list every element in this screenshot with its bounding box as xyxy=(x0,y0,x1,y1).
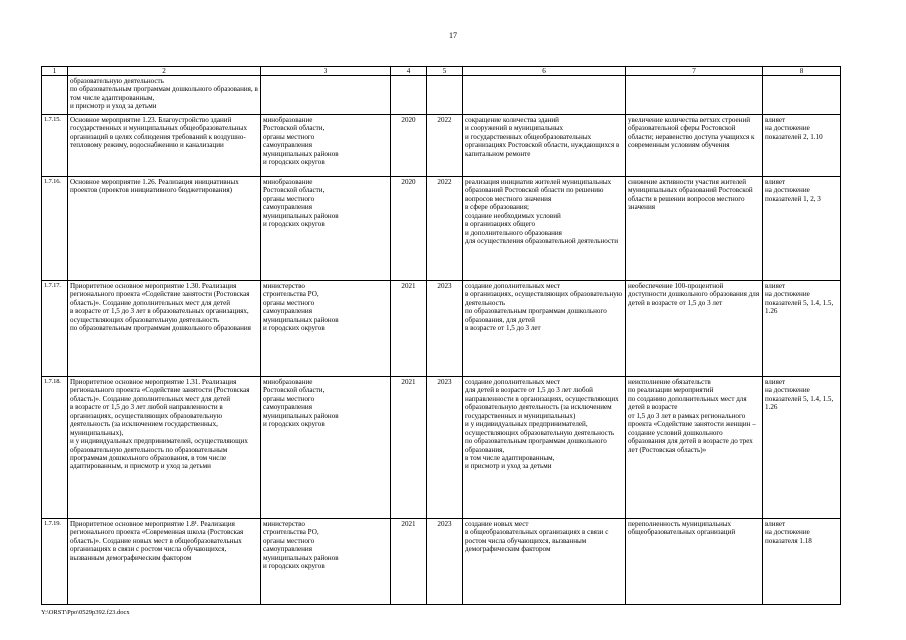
expected-result-cell: создание новых мест в общеобразовательных организациях в связи с ростом числа обучающихся, вызванным демографическим фактором xyxy=(463,519,626,605)
table-row xyxy=(42,115,841,177)
row-number-cell: 1.7.15. xyxy=(42,115,68,177)
executor-cell: минобразование Ростовской области, органы местного самоуправления муниципальных районов и городских округов xyxy=(261,377,391,519)
measure-name-cell: Приоритетное основное мероприятие 1.30. Реализация регионального проекта «Содействие занятости (Ростовская область)». Создание дополнительных мест для детей в возрасте от 1,5 до 3 лет в образовательных организациях, осуществляющих образовательную деятельность по образовательным программам дошкольного образования xyxy=(68,281,261,377)
page-number: 17 xyxy=(449,31,457,40)
row-number-cell: 1.7.16. xyxy=(42,177,68,281)
header-cell: 8 xyxy=(763,67,841,76)
expected-result-cell: реализация инициатив жителей муниципальных образований Ростовской области по решению вопросов местного значения в сфере образования; создание необходимых условий в организациях общего и дополнительного образования для осуществления образовательной деятельности xyxy=(463,177,626,281)
end-year-cell: 2023 xyxy=(427,281,463,377)
start-year-cell: 2020 xyxy=(391,115,427,177)
end-year-cell: 2023 xyxy=(427,519,463,605)
table-row xyxy=(42,76,841,115)
indicators-cell xyxy=(763,76,841,115)
consequences-cell: снижение активности участия жителей муниципальных образований Ростовской области в решении вопросов местного значения xyxy=(626,177,763,281)
expected-result-cell: создание дополнительных мест для детей в возрасте от 1,5 до 3 лет любой направленности в организациях, осуществляющих образовательную деятельность (за исключением государственных и муниципальных) и у индивидуальных предпринимателей, осуществляющих образовательную деятельность по образовательным программам дошкольного образования, в том числе адаптированным, и присмотр и уход за детьми xyxy=(463,377,626,519)
expected-result-cell: сокращение количества зданий и сооружений в муниципальных и государственных общеобразовательных организациях Ростовской области, нуждающихся в капитальном ремонте xyxy=(463,115,626,177)
header-cell: 5 xyxy=(427,67,463,76)
table-header-row xyxy=(42,67,841,76)
header-cell: 1 xyxy=(42,67,68,76)
start-year-cell xyxy=(391,76,427,115)
measure-name-cell: Основное мероприятие 1.26. Реализация инициативных проектов (проектов инициативного бюджетирования) xyxy=(68,177,261,281)
header-cell: 7 xyxy=(626,67,763,76)
start-year-cell: 2021 xyxy=(391,519,427,605)
indicators-cell: влияет на достижение показателей 1, 2, 3 xyxy=(763,177,841,281)
table-row xyxy=(42,519,841,605)
indicators-cell: влияет на достижение показателей 5, 1.4, 1.5, 1.26 xyxy=(763,377,841,519)
executor-cell: министерство строительства РО, органы местного самоуправления муниципальных районов и городских округов xyxy=(261,519,391,605)
measure-name-cell: Приоритетное основное мероприятие 1.31. Реализация регионального проекта «Содействие занятости (Ростовская область)». Создание дополнительных мест для детей в возрасте от 1,5 до 3 лет любой направленности в организациях, осуществляющих образовательную деятельность (за исключением государственных, муниципальных), и у индивидуальных предпринимателей, осуществляющих образовательную деятельность по образовательным программам дошкольного образования, в том числе адаптированным, и присмотр и уход за детьми xyxy=(68,377,261,519)
header-cell: 3 xyxy=(261,67,391,76)
start-year-cell: 2021 xyxy=(391,281,427,377)
row-number-cell: 1.7.18. xyxy=(42,377,68,519)
table-row xyxy=(42,281,841,377)
end-year-cell xyxy=(427,76,463,115)
consequences-cell: необеспечение 100-процентной доступности дошкольного образования для детей в возрасте от 1,5 до 3 лет xyxy=(626,281,763,377)
indicators-cell: влияет на достижение показателя 1.18 xyxy=(763,519,841,605)
consequences-cell: увеличение количества ветхих строений образовательной сферы Ростовской области; неравенство доступа учащихся к современным условиям обучения xyxy=(626,115,763,177)
consequences-cell: переполненность муниципальных общеобразовательных организаций xyxy=(626,519,763,605)
table-row xyxy=(42,377,841,519)
start-year-cell: 2020 xyxy=(391,177,427,281)
end-year-cell: 2023 xyxy=(427,377,463,519)
measure-name-cell: образовательную деятельность по образовательным программам дошкольного образования, в том числе адаптированным, и присмотр и уход за детьми xyxy=(68,76,261,115)
header-cell: 4 xyxy=(391,67,427,76)
indicators-cell: влияет на достижение показателей 2, 1.10 xyxy=(763,115,841,177)
file-path-footer: Y:\ORST\Ppo\0529p392.f23.docx xyxy=(41,609,130,616)
measures-table xyxy=(41,66,841,605)
row-number-cell: 1.7.17. xyxy=(42,281,68,377)
row-number-cell xyxy=(42,76,68,115)
consequences-cell: неисполнение обязательств по реализации мероприятий по созданию дополнительных мест для детей в возрасте от 1,5 до 3 лет в рамках регионального проекта «Содействие занятости женщин – создание условий дошкольного образования для детей в возрасте до трех лет (Ростовская область)» xyxy=(626,377,763,519)
indicators-cell: влияет на достижение показателей 5, 1.4, 1.5, 1.26 xyxy=(763,281,841,377)
measure-name-cell: Приоритетное основное мероприятие 1.8¹. Реализация регионального проекта «Современная школа (Ростовская область)». Создание новых мест в общеобразовательных организациях в связи с ростом числа обучающихся, вызванным демографическим фактором xyxy=(68,519,261,605)
consequences-cell xyxy=(626,76,763,115)
end-year-cell: 2022 xyxy=(427,177,463,281)
executor-cell: минобразование Ростовской области, органы местного самоуправления муниципальных районов и городских округов xyxy=(261,177,391,281)
header-cell: 6 xyxy=(463,67,626,76)
expected-result-cell xyxy=(463,76,626,115)
table-row xyxy=(42,177,841,281)
executor-cell: министерство строительства РО, органы местного самоуправления муниципальных районов и городских округов xyxy=(261,281,391,377)
expected-result-cell: создание дополнительных мест в организациях, осуществляющих образовательную деятельность по образовательным программам дошкольного образования, для детей в возрасте от 1,5 до 3 лет xyxy=(463,281,626,377)
executor-cell xyxy=(261,76,391,115)
start-year-cell: 2021 xyxy=(391,377,427,519)
measure-name-cell: Основное мероприятие 1.23. Благоустройство зданий государственных и муниципальных общеобразовательных организаций в целях соблюдения требований к воздушно-тепловому режиму, водоснабжению и канализации xyxy=(68,115,261,177)
header-cell: 2 xyxy=(68,67,261,76)
executor-cell: минобразование Ростовской области, органы местного самоуправления муниципальных районов и городских округов xyxy=(261,115,391,177)
end-year-cell: 2022 xyxy=(427,115,463,177)
row-number-cell: 1.7.19. xyxy=(42,519,68,605)
